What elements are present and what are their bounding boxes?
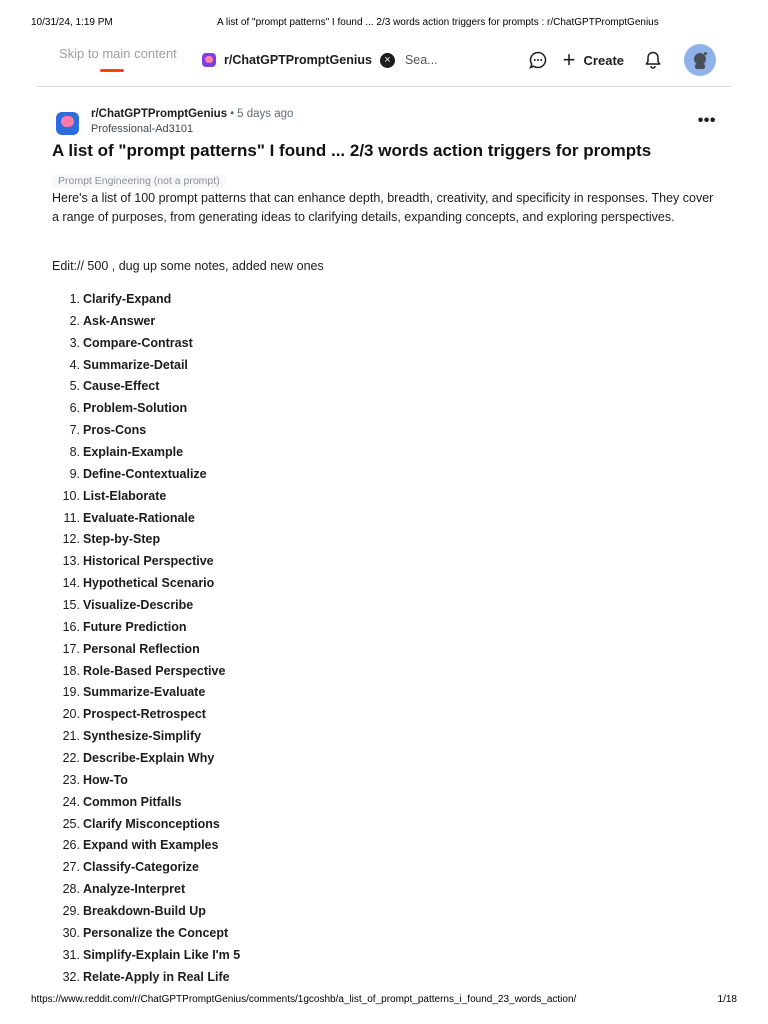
post-author-link[interactable]: Professional-Ad3101 — [91, 123, 194, 135]
chat-icon[interactable] — [523, 45, 553, 75]
post-intro-paragraph: Here's a list of 100 prompt patterns that can enhance depth, breadth, creativity, and specificity in responses. They cover a range of purposes, from generating ideas to clarifying details, expanding concepts, and exploring perspectives. — [52, 191, 714, 224]
list-item-number: 4. — [69, 357, 80, 372]
list-item-number: 10. — [62, 488, 80, 503]
more-options-icon[interactable]: ••• — [697, 112, 716, 129]
list-item-text: Step-by-Step — [83, 532, 161, 547]
list-item-number: 20. — [62, 707, 80, 722]
list-item-number: 22. — [62, 751, 80, 766]
list-item-text: Pros-Cons — [83, 423, 147, 438]
plus-icon: + — [562, 47, 576, 72]
list-item-text: Personal Reflection — [83, 641, 200, 656]
list-item-text: Common Pitfalls — [83, 794, 182, 809]
list-item-text: Classify-Categorize — [83, 860, 200, 875]
list-item-text: Clarify Misconceptions — [83, 816, 220, 831]
list-item-number: 13. — [62, 554, 80, 569]
list-item-text: Compare-Contrast — [83, 335, 193, 350]
list-item-number: 29. — [62, 904, 80, 919]
search-bar[interactable] — [202, 49, 465, 71]
nav-actions — [523, 44, 716, 76]
list-item-number: 3. — [69, 335, 80, 350]
post-time: 5 days ago — [237, 108, 294, 120]
list-item-number: 32. — [62, 969, 80, 984]
list-item-text: Breakdown-Build Up — [83, 904, 206, 919]
list-item-text: Define-Contextualize — [83, 466, 207, 481]
list-item-text: Analyze-Interpret — [83, 882, 186, 897]
list-item-text: Synthesize-Simplify — [83, 729, 202, 744]
list-item-text: Clarify-Expand — [83, 292, 172, 306]
search-subreddit-chip[interactable]: r/ChatGPTPromptGenius — [224, 53, 372, 67]
list-item-text: Relate-Apply in Real Life — [83, 969, 230, 984]
post-header — [56, 108, 726, 138]
list-item-text: Evaluate-Rationale — [83, 510, 195, 525]
list-item-text: Summarize-Evaluate — [83, 685, 206, 700]
list-item-number: 25. — [62, 816, 80, 831]
print-url: https://www.reddit.com/r/ChatGPTPromptGenius/comments/1gcoshb/a_list_of_prompt_patterns_i_found_23_words_action/ — [31, 994, 577, 1005]
list-item-text: Visualize-Describe — [83, 598, 194, 613]
create-button[interactable] — [562, 47, 624, 72]
list-item-number: 1. — [69, 292, 80, 306]
list-item-number: 23. — [62, 772, 80, 787]
list-item-text: Expand with Examples — [83, 838, 219, 853]
list-item-text: Personalize the Concept — [83, 925, 229, 940]
list-item-number: 5. — [69, 379, 80, 394]
list-item-number: 21. — [62, 729, 80, 744]
list-item-text: Simplify-Explain Like I'm 5 — [83, 947, 241, 962]
list-item-text: Prospect-Retrospect — [83, 707, 206, 722]
list-item-text: How-To — [83, 772, 128, 787]
list-item-text: Cause-Effect — [83, 379, 160, 394]
print-title: A list of "prompt patterns" I found ... 2/3 words action triggers for prompts : r/ChatGPTPromptGenius — [217, 17, 659, 28]
list-item-text: Problem-Solution — [83, 401, 188, 416]
top-navbar — [36, 38, 732, 87]
list-item-number: 26. — [62, 838, 80, 853]
search-input[interactable] — [405, 53, 465, 67]
skip-to-main-link[interactable]: Skip to main content — [59, 46, 177, 61]
create-label: Create — [583, 52, 624, 68]
list-item-number: 19. — [62, 685, 80, 700]
list-item-number: 24. — [62, 794, 80, 809]
list-item-number: 30. — [62, 925, 80, 940]
list-item-text: Summarize-Detail — [83, 357, 188, 372]
list-item-text: Future Prediction — [83, 619, 187, 634]
list-item-text: Describe-Explain Why — [83, 751, 215, 766]
list-item-number: 12. — [62, 532, 80, 547]
list-item-text: Explain-Example — [83, 445, 184, 460]
separator-dot: • — [230, 108, 235, 120]
list-item-text: List-Elaborate — [83, 488, 167, 503]
list-item-number: 16. — [62, 619, 80, 634]
list-item-text: Hypothetical Scenario — [83, 576, 215, 591]
subreddit-icon — [202, 53, 216, 67]
list-item-text: Role-Based Perspective — [83, 663, 226, 678]
print-page-number: 1/18 — [717, 994, 737, 1005]
print-header — [31, 17, 737, 31]
list-item-text: Ask-Answer — [83, 313, 156, 328]
post-edit-note: Edit:// 500 , dug up some notes, added new ones — [52, 259, 324, 273]
list-item-number: 6. — [69, 401, 80, 416]
list-item-number: 2. — [69, 313, 80, 328]
list-item-number: 28. — [62, 882, 80, 897]
avatar[interactable] — [684, 44, 716, 76]
list-item-number: 14. — [62, 576, 80, 591]
close-icon[interactable]: × — [380, 53, 395, 68]
list-item-number: 8. — [69, 445, 80, 460]
skip-link-accent — [100, 69, 124, 72]
list-item-number: 15. — [62, 598, 80, 613]
list-item-number: 9. — [69, 466, 80, 481]
list-item-number: 27. — [62, 860, 80, 875]
list-item-number: 7. — [69, 423, 80, 438]
post-title: A list of "prompt patterns" I found ... 2/3 words action triggers for prompts — [52, 141, 652, 160]
list-item-text: Historical Perspective — [83, 554, 214, 569]
post-body — [52, 189, 722, 226]
print-footer — [31, 994, 737, 1008]
list-item-number: 31. — [62, 947, 80, 962]
list-item-number: 18. — [62, 663, 80, 678]
post-flair[interactable]: Prompt Engineering (not a prompt) — [52, 174, 226, 188]
list-item-number: 17. — [62, 641, 80, 656]
print-date: 10/31/24, 1:19 PM — [31, 17, 113, 28]
bell-icon[interactable] — [638, 45, 668, 75]
list-item-number: 11. — [63, 510, 80, 525]
post-subreddit-link[interactable]: r/ChatGPTPromptGenius — [91, 108, 228, 120]
subreddit-avatar-icon[interactable] — [56, 112, 79, 135]
post-subreddit-line — [91, 108, 293, 120]
